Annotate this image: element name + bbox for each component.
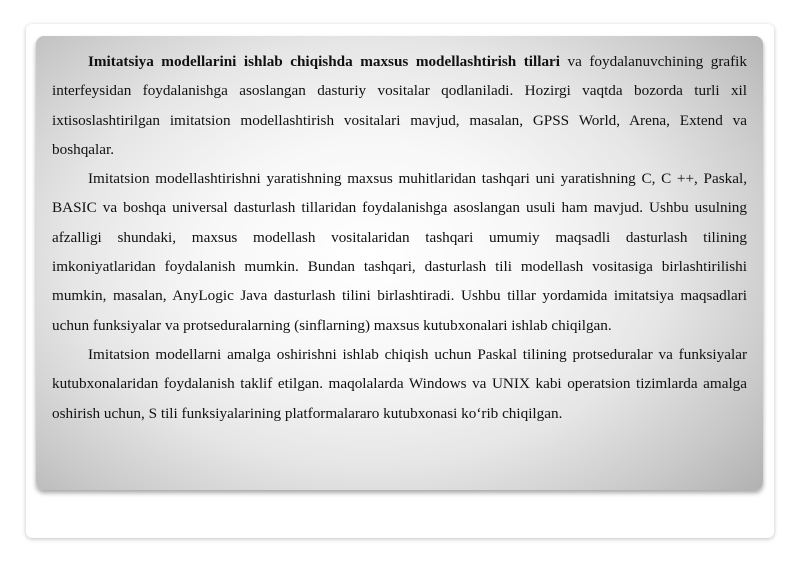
paragraph-1 — [52, 47, 747, 164]
paragraph-2 — [52, 164, 747, 340]
paragraph-3 — [52, 340, 747, 428]
paragraph-1-text: va foydalanuvchining grafik interfeysidan foydalanishga asoslangan dasturiy vositalar qodlaniladi. Hozirgi vaqtda bozorda turli xil ixtisoslashtirilgan imitatsion modellashtirish vositalari mavjud, masalan, GPSS World, Arena, Extend va boshqalar. — [52, 53, 747, 158]
paragraph-1-bold-lead: Imitatsiya modellarini ishlab chiqishda maxsus modellashtirish tillari — [88, 53, 561, 70]
paragraph-3-text: Imitatsion modellarni amalga oshirishni ishlab chiqish uchun Paskal tilining protseduralar va funksiyalar kutubxonalaridan foydalanish taklif etilgan. maqolalarda Windows va UNIX kabi operatsion tizimlarda amalga oshirish uchun, S tili funksiyalarining platformalararo kutubxonasi ko‘rib chiqilgan. — [52, 345, 747, 422]
paragraph-2-text: Imitatsion modellashtirishni yaratishning maxsus muhitlaridan tashqari uni yaratishning C, C ++, Paskal, BASIC va boshqa universal dasturlash tillaridan foydalanishga asoslangan usuli ham mavjud. Ushbu usulning afzalligi shundaki, maxsus modellash vositalaridan tashqari umumiy maqsadli dasturlash tilining imkoniyatlaridan foydalanish mumkin. Bundan tashqari, dasturlash tili modellash vositasiga birlashtirilishi mumkin, masalan, AnyLogic Java dasturlash tilini birlashtiradi. Ushbu tillar yordamida imitatsiya maqsadlari uchun funksiyalar va protseduralarning (sinflarning) maxsus kutubxonalari ishlab chiqilgan. — [52, 170, 747, 334]
text-card — [36, 36, 763, 490]
